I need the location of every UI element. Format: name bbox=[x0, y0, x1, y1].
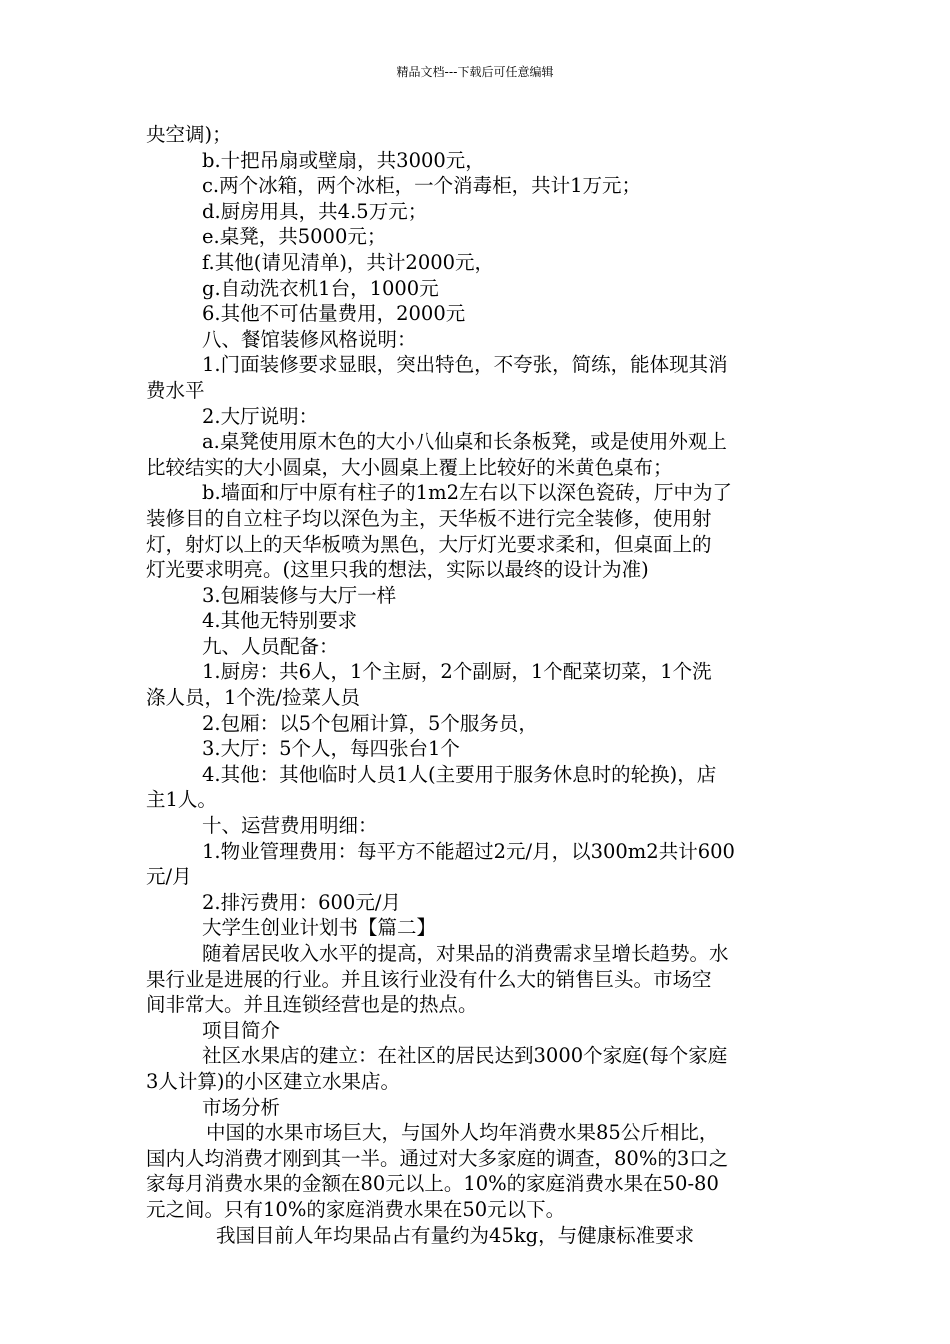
text-line: e.桌凳，共5000元； bbox=[202, 225, 387, 249]
text-line: a.桌凳使用原木色的大小八仙桌和长条板凳，或是使用外观上 bbox=[202, 430, 727, 454]
text-line: 国内人均消费才刚到其一半。通过对大多家庭的调查，80%的3口之 bbox=[146, 1146, 729, 1170]
text-line: 装修目的自立柱子均以深色为主，天华板不进行完全装修，使用射 bbox=[146, 506, 712, 530]
section-heading: 九、人员配备： bbox=[202, 634, 339, 658]
text-line: 间非常大。并且连锁经营也是的热点。 bbox=[146, 993, 478, 1017]
text-line: 元/月 bbox=[146, 865, 192, 889]
text-line: 家每月消费水果的金额在80元以上。10%的家庭消费水果在50-80 bbox=[146, 1172, 719, 1196]
text-line: 随着居民收入水平的提高，对果品的消费需求呈增长趋势。水 bbox=[202, 942, 729, 965]
text-line: 主1人。 bbox=[146, 788, 217, 812]
section-title: 大学生创业计划书【篇二】 bbox=[202, 916, 437, 940]
text-line: b.十把吊扇或壁扇，共3000元， bbox=[202, 148, 485, 172]
text-line: b.墙面和厅中原有柱子的1m2左右以下以深色瓷砖，厅中为了 bbox=[202, 481, 732, 505]
text-line: 比较结实的大小圆桌，大小圆桌上覆上比较好的米黄色桌布； bbox=[146, 455, 673, 479]
text-line: 央空调)； bbox=[146, 123, 232, 146]
text-line: 费水平 bbox=[146, 378, 205, 402]
section-heading: 十、运营费用明细： bbox=[202, 814, 378, 838]
text-line: 涤人员，1个洗/捡菜人员 bbox=[146, 686, 360, 710]
text-line: 社区水果店的建立：在社区的居民达到3000个家庭(每个家庭 bbox=[202, 1044, 728, 1068]
text-line: 元之间。只有10%的家庭消费水果在50元以下。 bbox=[146, 1197, 566, 1221]
text-line: 果行业是进展的行业。并且该行业没有什么大的销售巨头。市场空 bbox=[146, 967, 712, 991]
text-line: 3.大厅：5个人，每四张台1个 bbox=[202, 737, 460, 761]
text-line: 灯光要求明亮。(这里只我的想法，实际以最终的设计为准) bbox=[146, 558, 649, 582]
text-line: 我国目前人年均果品占有量约为45kg，与健康标准要求 bbox=[216, 1223, 695, 1247]
text-line: 2.排污费用：600元/月 bbox=[202, 890, 401, 914]
text-line: 6.其他不可估量费用，2000元 bbox=[202, 302, 466, 326]
text-line: 中国的水果市场巨大，与国外人均年消费水果85公斤相比， bbox=[206, 1121, 719, 1145]
section-heading: 市场分析 bbox=[202, 1095, 281, 1119]
document-body bbox=[146, 122, 808, 1248]
text-line: 1.物业管理费用：每平方不能超过2元/月，以300m2共计600 bbox=[202, 839, 735, 863]
text-line: 1.厨房：共6人，1个主厨，2个副厨，1个配菜切菜，1个洗 bbox=[202, 660, 712, 684]
text-line: 2.大厅说明： bbox=[202, 404, 319, 428]
text-line: f.其他(请见清单)，共计2000元， bbox=[202, 250, 495, 274]
text-line: g.自动洗衣机1台，1000元 bbox=[202, 276, 439, 300]
text-line: 1.门面装修要求显眼，突出特色，不夸张，简练，能体现其消 bbox=[202, 353, 728, 377]
text-line: 4.其他：其他临时人员1人(主要用于服务休息时的轮换)，店 bbox=[202, 762, 717, 786]
section-heading: 八、餐馆装修风格说明： bbox=[202, 327, 417, 351]
text-line: 灯，射灯以上的天华板喷为黑色，大厅灯光要求柔和，但桌面上的 bbox=[146, 532, 712, 556]
text-line: c.两个冰箱，两个冰柜，一个消毒柜，共计1万元； bbox=[202, 174, 642, 198]
text-line: 4.其他无特别要求 bbox=[202, 609, 358, 633]
section-heading: 项目简介 bbox=[202, 1018, 281, 1042]
text-line: 3人计算)的小区建立水果店。 bbox=[146, 1069, 401, 1093]
page-header: 精品文档---下载后可任意编辑 bbox=[396, 65, 554, 79]
text-line: d.厨房用具，共4.5万元； bbox=[202, 199, 428, 223]
text-line: 2.包厢：以5个包厢计算，5个服务员， bbox=[202, 711, 538, 735]
text-line: 3.包厢装修与大厅一样 bbox=[202, 583, 397, 607]
